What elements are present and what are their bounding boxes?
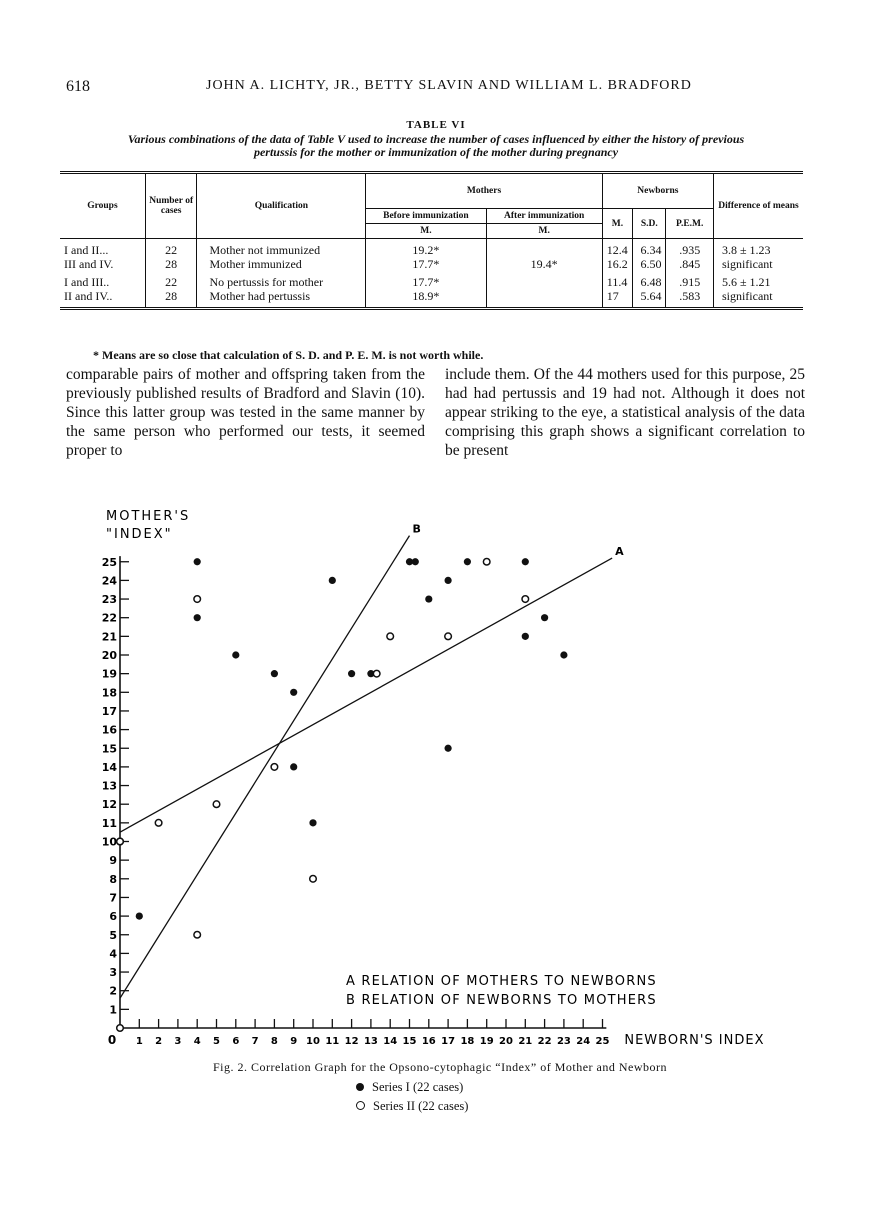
col-nb-m: M. [602, 209, 632, 239]
data-point-series-1 [290, 763, 297, 770]
x-tick-label: 17 [441, 1036, 456, 1047]
col-sd: S.D. [633, 209, 666, 239]
data-point-series-2 [483, 558, 490, 565]
data-point-series-1 [445, 577, 452, 584]
data-point-series-1 [329, 577, 336, 584]
cell-m: 17 [602, 289, 632, 309]
y-tick-label: 5 [109, 928, 117, 942]
x-tick-label: 12 [344, 1036, 359, 1047]
legend-series-1-label: Series I (22 cases) [372, 1080, 464, 1094]
x-tick-label: 9 [290, 1036, 298, 1047]
col-groups: Groups [60, 173, 145, 239]
cell-before: 19.2* [366, 239, 486, 258]
table-caption-line-1: Various combinations of the data of Table V used to increase the number of cases influenced by either the history of previous [127, 132, 745, 146]
y-tick-label: 23 [101, 593, 117, 607]
correlation-graph [0, 500, 875, 1050]
x-tick-label: 14 [383, 1036, 398, 1047]
data-point-series-1 [290, 689, 297, 696]
x-tick-label: 5 [213, 1036, 220, 1047]
data-point-series-1 [271, 670, 278, 677]
x-tick-label: 20 [499, 1036, 513, 1047]
y-tick-label: 7 [109, 891, 117, 905]
x-tick-label: 1 [135, 1036, 143, 1047]
data-point-series-2 [271, 764, 278, 771]
data-point-series-1 [445, 745, 452, 752]
col-before: Before immunization [366, 209, 486, 224]
cell-after [486, 289, 602, 309]
y-tick-label: 25 [101, 555, 117, 569]
cell-n: 22 [145, 271, 197, 289]
data-point-series-1 [194, 614, 201, 621]
data-point-series-1 [348, 670, 355, 677]
filled-circle-icon [356, 1083, 364, 1091]
y-tick-label: 3 [109, 966, 117, 980]
cell-qual: No pertussis for mother [197, 271, 366, 289]
x-tick-label: 10 [306, 1036, 320, 1047]
data-point-series-2 [522, 596, 529, 603]
line-legend-1: A RELATION OF MOTHERS TO NEWBORNS [346, 974, 657, 989]
cell-sd: 6.34 [633, 239, 666, 258]
y-tick-label: 18 [101, 686, 117, 700]
data-point-series-2 [387, 633, 394, 640]
data-point-series-2 [194, 596, 201, 603]
figure-caption: Fig. 2. Correlation Graph for the Opsono-cytophagic “Index” of Mother and Newborn [212, 1060, 668, 1074]
x-tick-label: 22 [537, 1036, 552, 1047]
data-point-series-2 [373, 670, 380, 677]
cell-pem: .583 [666, 289, 714, 309]
data-point-series-1 [522, 633, 529, 640]
y-tick-label: 6 [109, 910, 117, 924]
col-after-m: M. [486, 224, 602, 239]
cell-group: III and IV. [64, 257, 114, 271]
cell-group: II and IV.. [64, 289, 113, 303]
x-tick-label: 23 [556, 1036, 571, 1047]
cell-diff: significant [713, 289, 803, 309]
data-point-series-1 [136, 913, 143, 920]
y-tick-label: 9 [109, 854, 117, 868]
data-point-series-2 [117, 1025, 124, 1032]
line-legend-2: B RELATION OF NEWBORNS TO MOTHERS [346, 993, 657, 1008]
col-mothers: Mothers [366, 173, 603, 209]
y-tick-label: 2 [109, 984, 117, 998]
table-row [60, 271, 803, 289]
y-tick-label: 17 [101, 704, 117, 718]
table-row [60, 289, 803, 309]
table-caption-line-2: pertussis for the mother or immunization of the mother during pregnancy [253, 145, 619, 159]
col-difference: Difference of means [713, 173, 803, 239]
x-tick-label: 19 [479, 1036, 494, 1047]
regression-line-B [120, 536, 410, 999]
author-line: JOHN A. LICHTY, JR., BETTY SLAVIN AND WILLIAM L. BRADFORD [206, 78, 692, 93]
legend-series-1 [356, 1080, 463, 1095]
cell-pem: .845 [666, 257, 714, 271]
col-pem: P.E.M. [666, 209, 714, 239]
cell-n: 28 [145, 289, 197, 309]
x-tick-label: 21 [518, 1036, 533, 1047]
cell-pem: .915 [666, 271, 714, 289]
x-tick-label: 8 [270, 1036, 278, 1047]
cell-group: I and III.. [64, 275, 110, 289]
data-point-series-2 [194, 931, 201, 938]
cell-m: 16.2 [602, 257, 632, 271]
cell-before: 17.7* [366, 257, 486, 271]
x-tick-label: 18 [460, 1036, 475, 1047]
legend-series-2-label: Series II (22 cases) [373, 1099, 469, 1113]
y-axis-title-line-2: "INDEX" [106, 527, 173, 542]
body-column-2: include them. Of the 44 mothers used for this purpose, 25 had had pertussis and 19 had not. Although it does not appear striking to the eye, a statistical analysis of the data comprising this graph shows a significant correlation to be present [445, 366, 805, 459]
y-tick-label: 15 [101, 742, 117, 756]
data-point-series-2 [310, 876, 317, 883]
data-point-series-1 [425, 595, 432, 602]
legend-series-2 [356, 1099, 468, 1114]
x-tick-label: 25 [595, 1036, 610, 1047]
cell-m: 11.4 [602, 271, 632, 289]
y-tick-label: 24 [101, 574, 117, 588]
regression-label-B: B [412, 522, 421, 536]
col-before-m: M. [366, 224, 486, 239]
col-after: After immunization [486, 209, 602, 224]
data-point-series-1 [232, 651, 239, 658]
x-tick-label: 13 [363, 1036, 378, 1047]
y-tick-label: 19 [101, 667, 117, 681]
x-tick-label: 3 [174, 1036, 182, 1047]
cell-after: 19.4* [486, 257, 602, 271]
col-qualification: Qualification [197, 173, 366, 239]
table-row [60, 239, 803, 258]
data-table [60, 171, 803, 310]
data-point-series-2 [155, 820, 162, 827]
cell-group: I and II... [64, 243, 109, 257]
cell-m: 12.4 [602, 239, 632, 258]
cell-qual: Mother immunized [197, 257, 366, 271]
cell-qual: Mother had pertussis [197, 289, 366, 309]
cell-diff: 3.8 ± 1.23 [713, 239, 803, 258]
y-tick-label: 1 [109, 1003, 117, 1017]
y-tick-label: 16 [101, 723, 117, 737]
y-tick-label: 4 [109, 947, 117, 961]
x-tick-label: 4 [193, 1036, 201, 1047]
cell-qual: Mother not immunized [197, 239, 366, 258]
cell-after [486, 239, 602, 258]
table-caption [66, 133, 806, 159]
col-newborns: Newborns [602, 173, 713, 209]
y-tick-label: 13 [101, 779, 117, 793]
x-tick-label: 11 [325, 1036, 340, 1047]
y-axis-title-line-1: MOTHER'S [106, 509, 191, 524]
y-tick-label: 14 [101, 760, 117, 774]
y-tick-label: 10 [101, 835, 117, 849]
cell-pem: .935 [666, 239, 714, 258]
x-tick-label: 16 [421, 1036, 436, 1047]
cell-diff: 5.6 ± 1.21 [713, 271, 803, 289]
y-tick-label: 11 [101, 816, 117, 830]
cell-n: 22 [145, 239, 197, 258]
body-column-1: comparable pairs of mother and offspring taken from the previously published results of Bradford and Slavin (10). Since this latter group was tested in the same manner by the same person who performed our tests, it seemed proper to [66, 366, 425, 459]
data-point-series-1 [412, 558, 419, 565]
data-point-series-2 [117, 838, 124, 845]
data-point-series-1 [194, 558, 201, 565]
data-point-series-1 [464, 558, 471, 565]
cell-sd: 5.64 [633, 289, 666, 309]
y-tick-label: 21 [101, 630, 117, 644]
cell-sd: 6.48 [633, 271, 666, 289]
cell-after [486, 271, 602, 289]
data-point-series-1 [560, 651, 567, 658]
x-axis-title: NEWBORN'S INDEX [624, 1033, 765, 1048]
open-circle-icon [356, 1101, 365, 1110]
regression-label-A: A [615, 545, 624, 559]
cell-sd: 6.50 [633, 257, 666, 271]
data-point-series-2 [213, 801, 220, 808]
x-tick-label: 15 [402, 1036, 417, 1047]
y-tick-label: 20 [101, 649, 117, 662]
table-label: TABLE VI [406, 119, 466, 131]
data-point-series-1 [541, 614, 548, 621]
x-tick-label: 24 [576, 1036, 591, 1047]
y-tick-label: 12 [101, 798, 117, 812]
cell-diff: significant [713, 257, 803, 271]
cell-before: 18.9* [366, 289, 486, 309]
table-row [60, 257, 803, 271]
cell-before: 17.7* [366, 271, 486, 289]
x-tick-label: 7 [251, 1036, 259, 1047]
y-tick-label: 22 [101, 611, 117, 625]
page-number: 618 [66, 78, 90, 95]
y-tick-label: 8 [109, 872, 117, 886]
x-tick-label: 2 [155, 1036, 163, 1047]
origin-label: 0 [107, 1033, 117, 1047]
data-point-series-1 [522, 558, 529, 565]
x-tick-label: 6 [232, 1036, 240, 1047]
data-point-series-2 [445, 633, 452, 640]
data-point-series-1 [309, 819, 316, 826]
col-number: Number of cases [145, 173, 197, 239]
table-footnote: * Means are so close that calculation of S. D. and P. E. M. is not worth while. [93, 348, 484, 362]
cell-n: 28 [145, 257, 197, 271]
